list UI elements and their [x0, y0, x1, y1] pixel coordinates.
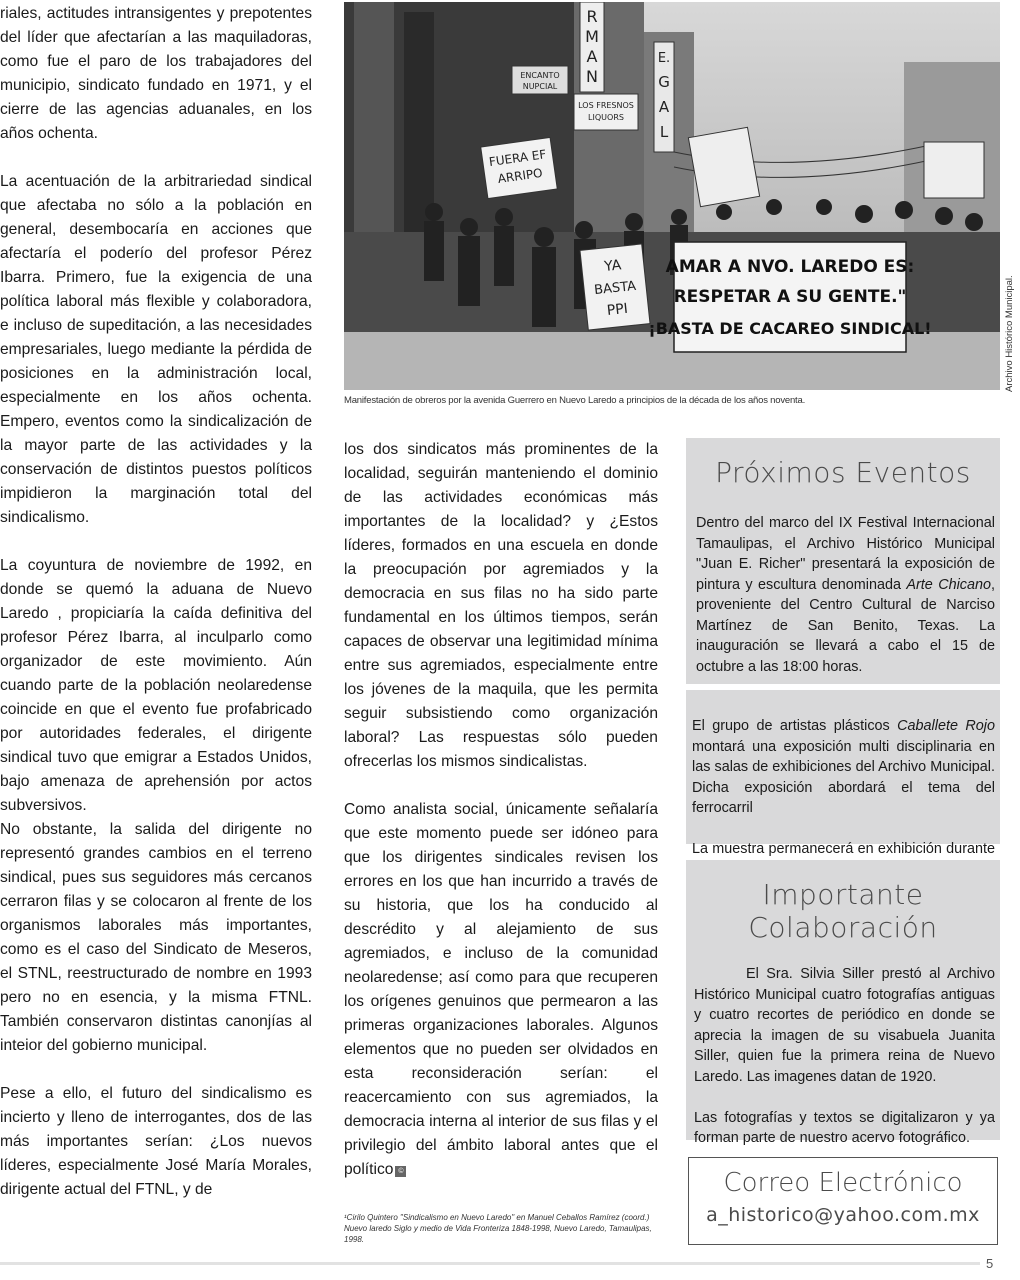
email-address-link[interactable]: a_historico@yahoo.com.mx [706, 1204, 980, 1226]
paragraph: No obstante, la salida del dirigente no representó grandes cambios en el terreno sindical, pues sus seguidores más cercanos cerraron filas y se colocaron al frente de los organismos laborales más importantes, como es el caso del Sindicato de Meseros, el STNL, reestructurado de nombre en 1993 pero no en esencia, y la misma FTNL. También conservaron distintas canonjías al inteior del gobierno municipal. [0, 821, 312, 1054]
event-paragraph [696, 513, 995, 677]
paragraph: La coyuntura de noviembre de 1992, en donde se quemó la aduana de Nuevo Laredo , propiciaría la caída definitiva del profesor Pérez Ibarra, al inculparlo como organizador de este movimiento. Aún cuando parte de la población neolaredense coincide en que el evento fue profabricado por autoridades federales, el dirigente sindical tuvo que emigrar a Estados Unidos, bajo amenaza de aprehensión por actos subversivos. [0, 557, 312, 814]
photo-caption: Manifestación de obreros por la avenida Guerrero en Nuevo Laredo a principios de la década de los años noventa. [344, 395, 806, 406]
end-mark-icon: © [395, 1166, 406, 1177]
middle-text-column [344, 438, 658, 1182]
sign-rman: R [586, 7, 598, 26]
upcoming-events-box [686, 438, 1000, 684]
svg-text:A: A [658, 98, 670, 116]
svg-text:A: A [586, 47, 598, 66]
text-run: montará una exposición multi disciplinaria en las salas de exhibiciones del Archivo Municipal. Dicha exposición abordará el tema del ferrocarril [692, 738, 995, 816]
paragraph: los dos sindicatos más prominentes de la localidad, seguirán manteniendo el dominio de las actividades económicas más importantes de la localidad? y ¿Estos líderes, formados en una escuela en donde la preocupación por agremiados y la democracia en sus filas no ha sido parte fundamental en los últimos tiempos, serán capaces de observar una legitimidad mínima entre sus agremiados, especialmente entre los jóvenes de la maquila, que les permita seguir subsistiendo como organización laboral? Las respuestas sólo pueden ofrecerlas los mismos sindicalistas. [344, 441, 658, 770]
paragraph-text: Como analista social, únicamente señalaría que este momento puede ser idóneo para que los dirigentes sindicales revisen los errores en los que han incurrido a través de su historia, que los ha conducido al descrédito y al alejamiento de sus agremiados, e incluso de la comunidad neolaredense; así como para que recuperen los orígenes genuinos que permearon a las primeras organizaciones laborales. Algunos elementos que no pueden ser olvidados en esta reconsideración serían: el reacercamiento con sus agremiados, la democracia interna al interior de sus filas y el privilegio del ámbito laboral antes que el político [344, 801, 658, 1178]
svg-text:E.: E. [657, 51, 671, 66]
photo-credit: Archivo Histórico Municipal. [1004, 275, 1015, 392]
page-number: 5 [986, 1256, 994, 1271]
box-title: Próximos Eventos [715, 456, 971, 489]
collaboration-paragraph: Las fotografías y textos se digitalizaron y ya forman parte de nuestro acervo fotográfico. [694, 1109, 995, 1146]
box-title: Importante Colaboración [748, 878, 938, 944]
svg-text:PPI: PPI [606, 300, 629, 319]
paragraph [344, 798, 658, 1182]
footnote: ¹Cirilo Quintero "Sindicalismo en Nuevo Laredo" en Manuel Ceballos Ramírez (coord.) Nuevo laredo Siglo y medio de Vida Fronteriza 1848-1998, Nuevo Laredo, Tamaulipas, 1998. [344, 1213, 652, 1244]
svg-text:M: M [585, 27, 599, 46]
banner-line-3: ¡BASTA DE CACAREO SINDICAL! [648, 319, 932, 338]
protest-photo [344, 2, 1000, 390]
left-text-column [0, 2, 312, 1202]
sign-encanto: ENCANTO [520, 71, 560, 80]
text-run: Dentro del marco del IX Festival Internacional Tamaulipas, el Archivo Histórico Municipal "Juan E. Richer" presentará la exposición de pintura y escultura denominada [696, 515, 995, 593]
paragraph: Pese a ello, el futuro del sindicalismo es incierto y lleno de interrogantes, dos de las más importantes serían: ¿Los nuevos líderes, especialmente José María Morales, dirigente actual del FTNL, y de [0, 1085, 312, 1198]
group-name: Caballete Rojo [897, 718, 995, 734]
banner-line-2: RESPETAR A SU GENTE." [673, 287, 907, 307]
sign-fresnos: LOS FRESNOS [578, 101, 634, 110]
event-paragraph: La muestra permanecerá en exhibición durante [692, 841, 995, 857]
text-run: El grupo de artistas plásticos [692, 718, 898, 734]
text-run: , proveniente del Centro Cultural de Narciso Martínez de San Benito, Texas. La inauguración se llevará a cabo el 15 de octubre a las 18:00 horas. [696, 576, 995, 675]
svg-text:NUPCIAL: NUPCIAL [522, 82, 558, 91]
svg-text:LIQUORS: LIQUORS [588, 113, 624, 122]
caballete-rojo-box [686, 690, 1000, 857]
email-box [688, 1157, 998, 1245]
svg-text:ARRIPO: ARRIPO [496, 165, 544, 186]
svg-text:BASTA: BASTA [593, 278, 637, 299]
collaboration-paragraph: El Sra. Silvia Siller prestó al Archivo Histórico Municipal cuatro fotografías antiguas y cuatro recortes de periódico en donde se aprecia la imagen de su visabuela Juanita Siller, quien fue la primera reina de Nuevo Laredo. Las imagenes datan de 1920. [694, 966, 995, 1085]
email-title: Correo Electrónico [723, 1168, 963, 1198]
svg-text:L: L [659, 123, 669, 141]
event-paragraph [692, 716, 995, 819]
sign-fuera: FUERA EF [488, 147, 548, 170]
banner-line-1: AMAR A NVO. LAREDO ES: [665, 257, 915, 277]
svg-text:G: G [658, 73, 670, 91]
paragraph: riales, actitudes intransigentes y prepotentes del líder que afectarían a las maquiladoras, como fue el paro de los trabajadores del municipio, sindicato fundado en 1971, y el cierre de las agencias aduanales, en los años ochenta. [0, 5, 312, 142]
svg-text:N: N [586, 67, 598, 86]
paragraph: La acentuación de la arbitrariedad sindical que afectaba no sólo a la población en general, desembocaría en acciones que afectaría el poderío del profesor Pérez Ibarra. Primero, fue la exigencia de una política laboral más flexible y colaboradora, e incluso de supeditación, a las necesidades empresariales, luego mediante la pérdida de posiciones en la administración local, especialmente en los años ochenta. Empero, eventos como la sindicalización de la mayor parte de las actividades y la conservación de distintos puestos políticos impidieron la marginación total del sindicalismo. [0, 173, 312, 526]
footer-rule [0, 1262, 980, 1265]
sign-ya-basta: YA [603, 257, 623, 275]
exhibition-name: Arte Chicano [906, 576, 991, 593]
collaboration-box [686, 860, 1000, 1146]
